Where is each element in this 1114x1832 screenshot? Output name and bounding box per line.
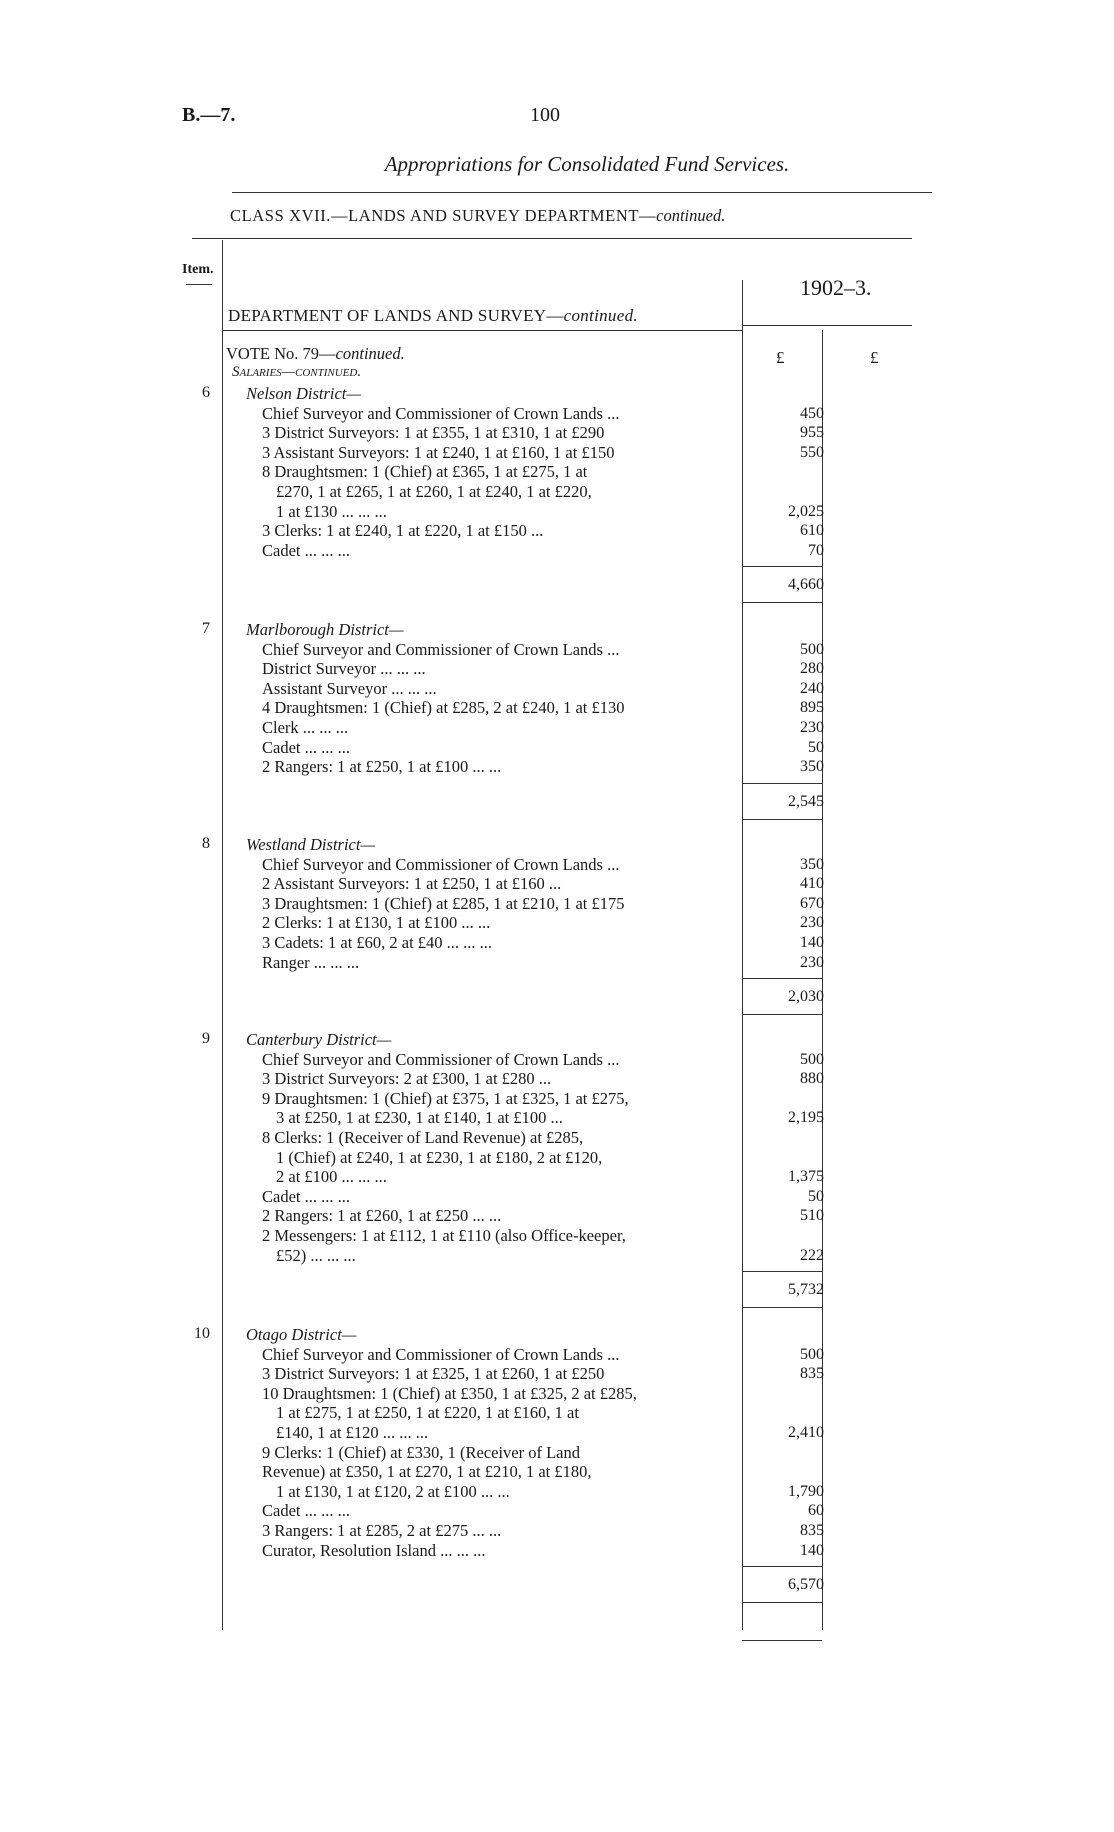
line-item-text: 2 Rangers: 1 at £250, 1 at £100 ... ... bbox=[262, 757, 502, 777]
line-item-text: 8 Draughtsmen: 1 (Chief) at £365, 1 at £275, 1 at bbox=[262, 462, 588, 482]
line-item-text: 3 District Surveyors: 1 at £355, 1 at £310, 1 at £290 bbox=[262, 423, 605, 443]
line-item-amount: 410 bbox=[800, 875, 824, 893]
salaries-heading: Salaries—continued. bbox=[232, 364, 362, 380]
line-item-text: Cadet ... ... ... bbox=[262, 540, 350, 560]
line-item-text: Assistant Surveyor ... ... ... bbox=[262, 678, 437, 698]
line-item-text: 2 Assistant Surveyors: 1 at £250, 1 at £160 ... bbox=[262, 874, 562, 894]
line-item-amount: 450 bbox=[800, 404, 824, 422]
vote-heading: VOTE No. 79—continued. bbox=[226, 344, 405, 363]
line-item-amount: 500 bbox=[800, 1345, 824, 1363]
item-number: 9 bbox=[202, 1030, 210, 1047]
line-item-amount: 835 bbox=[800, 1365, 824, 1383]
line-item-amount: 230 bbox=[800, 914, 824, 932]
line-item-amount: 2,410 bbox=[788, 1424, 824, 1441]
line-item-text: 3 at £250, 1 at £230, 1 at £140, 1 at £100 ... bbox=[276, 1108, 563, 1128]
year-column-header: 1902–3. bbox=[800, 275, 872, 300]
section-total: 2,030 bbox=[788, 988, 824, 1006]
line-item-text: £270, 1 at £265, 1 at £260, 1 at £240, 1 at £220, bbox=[276, 482, 592, 501]
line-item-text: £52) ... ... ... bbox=[276, 1245, 356, 1265]
subtotal-rule bbox=[742, 1566, 822, 1567]
item-column-divider bbox=[222, 240, 223, 1630]
line-item-text: 9 Clerks: 1 (Chief) at £330, 1 (Receiver of Land bbox=[262, 1442, 580, 1462]
line-item-amount: 230 bbox=[800, 953, 824, 971]
class-heading: CLASS XVII.—LANDS AND SURVEY DEPARTMENT—continued. bbox=[230, 206, 726, 225]
section-total-rule bbox=[742, 602, 822, 603]
line-item-text: Cadet ... ... ... bbox=[262, 1501, 350, 1521]
line-item-amount: 1,790 bbox=[788, 1482, 824, 1500]
line-item-amount: 550 bbox=[800, 443, 824, 461]
line-item-text: Cadet ... ... ... bbox=[262, 737, 350, 757]
line-item-text: Revenue) at £350, 1 at £270, 1 at £210, 1 at £180, bbox=[262, 1462, 592, 1482]
section-total: 5,732 bbox=[788, 1281, 824, 1299]
line-item-text: £140, 1 at £120 ... ... ... bbox=[276, 1423, 429, 1442]
line-item-text: District Surveyor ... ... ... bbox=[262, 659, 426, 679]
line-item-text: Curator, Resolution Island ... ... ... bbox=[262, 1540, 486, 1560]
line-item-text: Chief Surveyor and Commissioner of Crown Lands ... bbox=[262, 1049, 620, 1069]
final-rule bbox=[742, 1640, 822, 1641]
district-heading: Canterbury District— bbox=[246, 1030, 392, 1049]
department-heading: DEPARTMENT OF LANDS AND SURVEY—continued. bbox=[228, 306, 638, 325]
line-item-text: 3 Clerks: 1 at £240, 1 at £220, 1 at £150 ... bbox=[262, 521, 544, 541]
subtotal-rule bbox=[742, 566, 822, 567]
section-total-rule bbox=[742, 1602, 822, 1603]
item-number: 8 bbox=[202, 835, 210, 852]
section-total-rule bbox=[742, 819, 822, 820]
line-item-text: Chief Surveyor and Commissioner of Crown Lands ... bbox=[262, 854, 620, 874]
section-total: 6,570 bbox=[788, 1576, 824, 1594]
line-item-amount: 500 bbox=[800, 640, 824, 658]
line-item-text: Clerk ... ... ... bbox=[262, 718, 349, 737]
district-heading: Nelson District— bbox=[246, 384, 362, 403]
subtotal-rule bbox=[742, 978, 822, 979]
line-item-text: 1 at £275, 1 at £250, 1 at £220, 1 at £160, 1 at bbox=[276, 1403, 579, 1423]
subtotal-rule bbox=[742, 783, 822, 784]
item-header-rule bbox=[186, 284, 212, 285]
line-item-text: 3 Assistant Surveyors: 1 at £240, 1 at £160, 1 at £150 bbox=[262, 442, 615, 462]
line-item-text: 3 District Surveyors: 2 at £300, 1 at £280 ... bbox=[262, 1069, 552, 1089]
line-item-amount: 60 bbox=[808, 1502, 824, 1520]
line-item-amount: 350 bbox=[800, 855, 824, 873]
subtotal-rule bbox=[742, 1271, 822, 1272]
line-item-text: 2 Rangers: 1 at £260, 1 at £250 ... ... bbox=[262, 1206, 502, 1226]
line-item-text: 10 Draughtsmen: 1 (Chief) at £350, 1 at £325, 2 at £285, bbox=[262, 1383, 637, 1403]
page-title: Appropriations for Consolidated Fund Services. bbox=[384, 152, 790, 176]
line-item-text: 9 Draughtsmen: 1 (Chief) at £375, 1 at £325, 1 at £275, bbox=[262, 1088, 629, 1108]
line-item-amount: 880 bbox=[800, 1070, 824, 1088]
line-item-amount: 2,025 bbox=[788, 502, 824, 520]
line-item-text: 3 District Surveyors: 1 at £325, 1 at £260, 1 at £250 bbox=[262, 1364, 605, 1384]
table-top-rule bbox=[192, 238, 912, 239]
section-total-rule bbox=[742, 1307, 822, 1308]
item-number: 7 bbox=[202, 620, 210, 637]
line-item-text: 1 (Chief) at £240, 1 at £230, 1 at £180, 2 at £120, bbox=[276, 1147, 603, 1167]
district-heading: Marlborough District— bbox=[246, 620, 404, 639]
line-item-text: Chief Surveyor and Commissioner of Crown Lands ... bbox=[262, 639, 620, 659]
line-item-text: 3 Draughtsmen: 1 (Chief) at £285, 1 at £210, 1 at £175 bbox=[262, 893, 625, 913]
page-number: 100 bbox=[530, 104, 560, 126]
district-heading: Westland District— bbox=[246, 835, 376, 854]
line-item-amount: 510 bbox=[800, 1207, 824, 1225]
line-item-amount: 50 bbox=[808, 1187, 824, 1205]
line-item-text: Cadet ... ... ... bbox=[262, 1186, 350, 1206]
line-item-amount: 1,375 bbox=[788, 1168, 824, 1186]
year-header-rule bbox=[742, 325, 912, 326]
section-total: 4,660 bbox=[788, 576, 824, 594]
district-heading: Otago District— bbox=[246, 1325, 357, 1344]
pound-sign-total: £ bbox=[870, 348, 879, 367]
line-item-amount: 230 bbox=[800, 719, 824, 736]
line-item-amount: 955 bbox=[800, 424, 824, 442]
line-item-amount: 50 bbox=[808, 738, 824, 756]
line-item-text: 2 at £100 ... ... ... bbox=[276, 1167, 387, 1187]
line-item-text: 8 Clerks: 1 (Receiver of Land Revenue) at £285, bbox=[262, 1128, 584, 1147]
line-item-text: 4 Draughtsmen: 1 (Chief) at £285, 2 at £240, 1 at £130 bbox=[262, 698, 625, 718]
line-item-amount: 222 bbox=[800, 1246, 824, 1264]
item-column-header: Item. bbox=[182, 262, 214, 277]
line-item-amount: 2,195 bbox=[788, 1109, 824, 1127]
line-item-amount: 280 bbox=[800, 660, 824, 678]
document-reference: B.—7. bbox=[182, 104, 236, 126]
line-item-text: 2 Clerks: 1 at £130, 1 at £100 ... ... bbox=[262, 913, 491, 933]
line-item-amount: 140 bbox=[800, 1541, 824, 1559]
line-item-text: Ranger ... ... ... bbox=[262, 952, 360, 972]
line-item-text: 1 at £130 ... ... ... bbox=[276, 501, 387, 521]
item-number: 10 bbox=[194, 1325, 210, 1342]
line-item-amount: 240 bbox=[800, 679, 824, 697]
line-item-amount: 140 bbox=[800, 934, 824, 951]
line-item-text: 3 Rangers: 1 at £285, 2 at £275 ... ... bbox=[262, 1521, 502, 1540]
line-item-text: Chief Surveyor and Commissioner of Crown Lands ... bbox=[262, 1344, 620, 1364]
line-item-amount: 350 bbox=[800, 758, 824, 776]
line-item-amount: 610 bbox=[800, 522, 824, 540]
line-item-text: 3 Cadets: 1 at £60, 2 at £40 ... ... ... bbox=[262, 933, 493, 952]
line-item-amount: 895 bbox=[800, 699, 824, 717]
line-item-amount: 70 bbox=[808, 541, 824, 559]
line-item-text: 1 at £130, 1 at £120, 2 at £100 ... ... bbox=[276, 1481, 510, 1501]
line-item-amount: 500 bbox=[800, 1050, 824, 1068]
title-rule bbox=[232, 192, 932, 193]
section-total: 2,545 bbox=[788, 792, 824, 810]
section-total-rule bbox=[742, 1014, 822, 1015]
line-item-amount: 835 bbox=[800, 1522, 824, 1539]
line-item-amount: 670 bbox=[800, 894, 824, 912]
item-number: 6 bbox=[202, 384, 210, 401]
dept-rule bbox=[222, 330, 742, 331]
line-item-text: 2 Messengers: 1 at £112, 1 at £110 (also Office-keeper, bbox=[262, 1226, 626, 1245]
pound-sign-amount: £ bbox=[776, 348, 785, 367]
line-item-text: Chief Surveyor and Commissioner of Crown Lands ... bbox=[262, 403, 620, 423]
